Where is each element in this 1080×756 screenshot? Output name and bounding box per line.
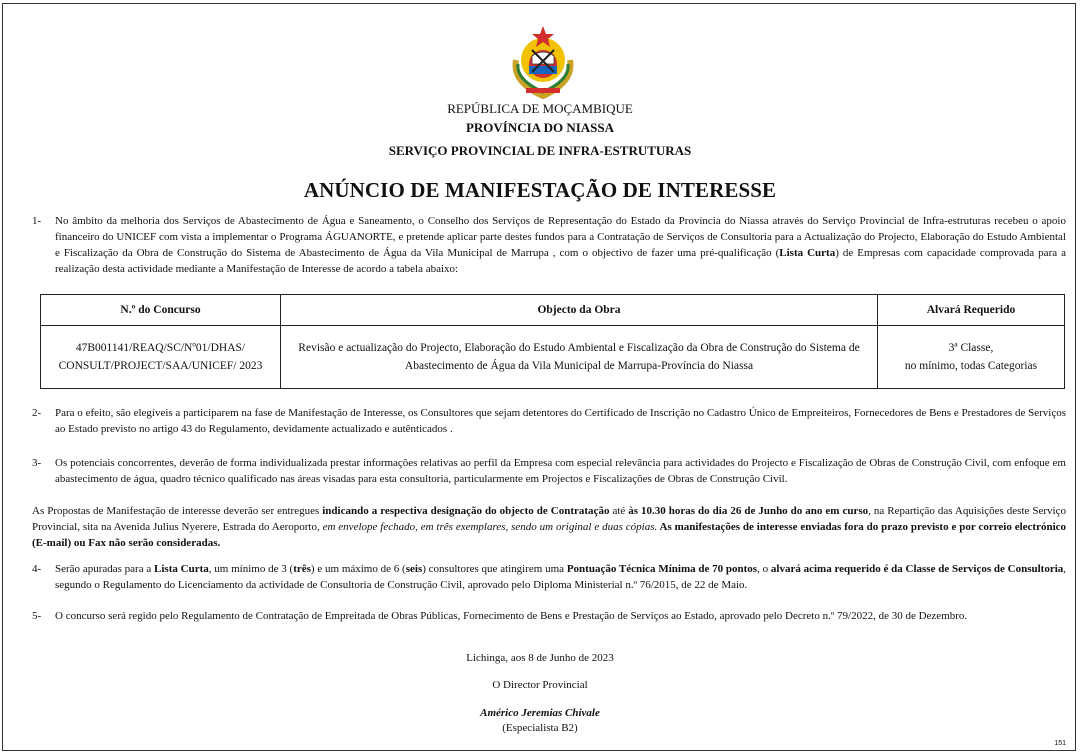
table-row	[41, 326, 1065, 389]
document-title: ANÚNCIO DE MANIFESTAÇÃO DE INTERESSE	[303, 178, 777, 202]
paragraph-2	[32, 405, 1066, 437]
paragraph-2-text: Para o efeito, são elegíveis a participarem na fase de Manifestação de Interesse, os Consultores que sejam detentores do Certificado de Inscrição no Cadastro Único de Empreiteiros, Fornecedores de Bens e Prestadores de Serviços ao Estado previsto no artigo 43 do Regulamento, devidamente actualizado e autênticados .	[55, 407, 1066, 435]
p4-text-c: , um mínimo de 3 (	[208, 563, 294, 575]
paragraph-3-text: Os potenciais concorrentes, deverão de forma individualizada prestar informações relativas ao perfil da Empresa com especial relevância para actividades do Projecto e Fiscalização de Obras de Construção Civil, com enfoque em abastecimento de água, quadro técnico qualificado nas áreas visadas para esta consultoria, particularmente em Projectos e Fiscalizações de Obras de Construção Civil.	[55, 457, 1066, 485]
paragraph-4	[32, 561, 1066, 593]
signatory-role: O Director Provincial	[492, 679, 588, 691]
paragraph-1-text	[55, 213, 1066, 277]
page-number: 151	[1054, 740, 1066, 747]
table-header-alvara: Alvará Requerido	[878, 295, 1065, 326]
p4-bold-pontuacao: Pontuação Técnica Mínima de 70 pontos	[566, 563, 758, 575]
p4-text-g: ) consultores que atingirem uma	[422, 563, 567, 575]
mozambique-emblem	[508, 20, 578, 100]
p3b-bold-warning: As manifestações de interesse enviadas fora do prazo previsto e por correio electrónico (E-mail) ou Fax não serão consideradas.	[32, 521, 1067, 549]
table-header-concurso: N.º do Concurso	[41, 295, 281, 326]
paragraph-4-text	[55, 561, 1066, 593]
p3b-text-a: As Propostas de Manifestação de interesse deverão ser entregues	[32, 505, 323, 517]
table-header-row	[41, 295, 1065, 326]
header-province: PROVÍNCIA DO NIASSA	[465, 120, 615, 135]
paragraph-3	[32, 455, 1066, 487]
alvara-line-1: 3ª Classe,	[948, 342, 994, 354]
signatory-title: (Especialista B2)	[502, 722, 578, 734]
p3b-text-e: , na Repartição das Aquisições deste Serviço Provincial, sita na Avenida Julius Nyerere, Estrada do Aeroporto,	[32, 505, 1066, 533]
p4-bold-alvara: alvará acima requerido é da Classe de Serviços de Consultoria	[770, 563, 1064, 575]
paragraph-5	[32, 608, 1066, 624]
paragraph-5-number: 5-	[32, 610, 42, 622]
place-date: Lichinga, aos 8 de Junho de 2023	[466, 652, 614, 664]
table-cell-alvara	[878, 326, 1065, 389]
paragraph-2-number: 2-	[32, 407, 42, 419]
header-republic: REPÚBLICA DE MOÇAMBIQUE	[447, 101, 633, 116]
paragraph-1	[32, 213, 1066, 277]
p3b-bold-deadline: às 10.30 horas do dia 26 de Junho do ano em curso	[628, 505, 869, 517]
header-service: SERVIÇO PROVINCIAL DE INFRA-ESTRUTURAS	[388, 143, 692, 158]
p4-bold-lista-curta: Lista Curta	[154, 563, 209, 575]
p3b-bold-designation: indicando a respectiva designação do objecto de Contratação	[322, 505, 610, 517]
table-header-objecto: Objecto da Obra	[281, 295, 878, 326]
paragraph-3-submission	[32, 503, 1066, 551]
contest-table	[40, 294, 1065, 389]
p3b-italic-envelope: em envelope fechado, em três exemplares, sendo um original e duas cópias.	[322, 521, 658, 533]
p4-bold-seis: seis	[405, 563, 423, 575]
p1-text-a: No âmbito da melhoria dos Serviços de Abastecimento de Água e Saneamento, o Conselho dos Serviços de Representação do Estado da Província do Niassa através do Serviço Provincial de Infra-estruturas recebeu o apoio financeiro do UNICEF com vista a implementar o Programa ÁGUANORTE, e pretende aplicar parte destes fundos para a Contratação de Serviços de Consultoria para a Actualização do Projecto, Elaboração do Estudo Ambiental e Fiscalização da Obra de Construção do Sistema de Abastecimento de Água da Vila Municipal de Marrupa , com o objectivo de fazer uma pré-qualificação (	[55, 215, 1066, 259]
p1-text-c: ) de Empresas com capacidade comprovada para a realização desta actividade mediante a Manifestação de Interesse de acordo a tabela abaixo:	[55, 247, 1066, 275]
table-cell-objecto: Revisão e actualização do Projecto, Elaboração do Estudo Ambiental e Fiscalização da Obra de Construção do Sistema de Abastecimento de Água da Vila Municipal de Marrupa-Província do Niassa	[281, 326, 878, 389]
paragraph-3-number: 3-	[32, 457, 42, 469]
signatory-name: Américo Jeremias Chivale	[480, 707, 600, 719]
p4-text-a: Serão apuradas para a	[55, 563, 155, 575]
table-cell-concurso: 47B001141/REAQ/SC/Nº01/DHAS/ CONSULT/PROJECT/SAA/UNICEF/ 2023	[41, 326, 281, 389]
p4-bold-tres: três	[293, 563, 311, 575]
p3b-text-c: até	[609, 505, 629, 517]
paragraph-1-number: 1-	[32, 215, 42, 227]
p1-bold-lista-curta: Lista Curta	[779, 247, 836, 259]
p4-text-e: ) e um máximo de 6 (	[310, 563, 406, 575]
p4-text-k: , segundo o Regulamento do Licenciamento da actividade de Consultoria de Construção Civil, aprovado pelo Diploma Ministerial n.º 76/2015, de 22 de Maio.	[55, 563, 1067, 591]
paragraph-4-number: 4-	[32, 563, 42, 575]
paragraph-5-text: O concurso será regido pelo Regulamento de Contratação de Empreitada de Obras Públicas, Fornecimento de Bens e Prestação de Serviços ao Estado, aprovado pelo Decreto n.º 79/2022, de 30 de Dezembro.	[55, 610, 968, 622]
p4-text-i: , o	[757, 563, 771, 575]
alvara-line-2: no mínimo, todas Categorias	[904, 360, 1038, 372]
